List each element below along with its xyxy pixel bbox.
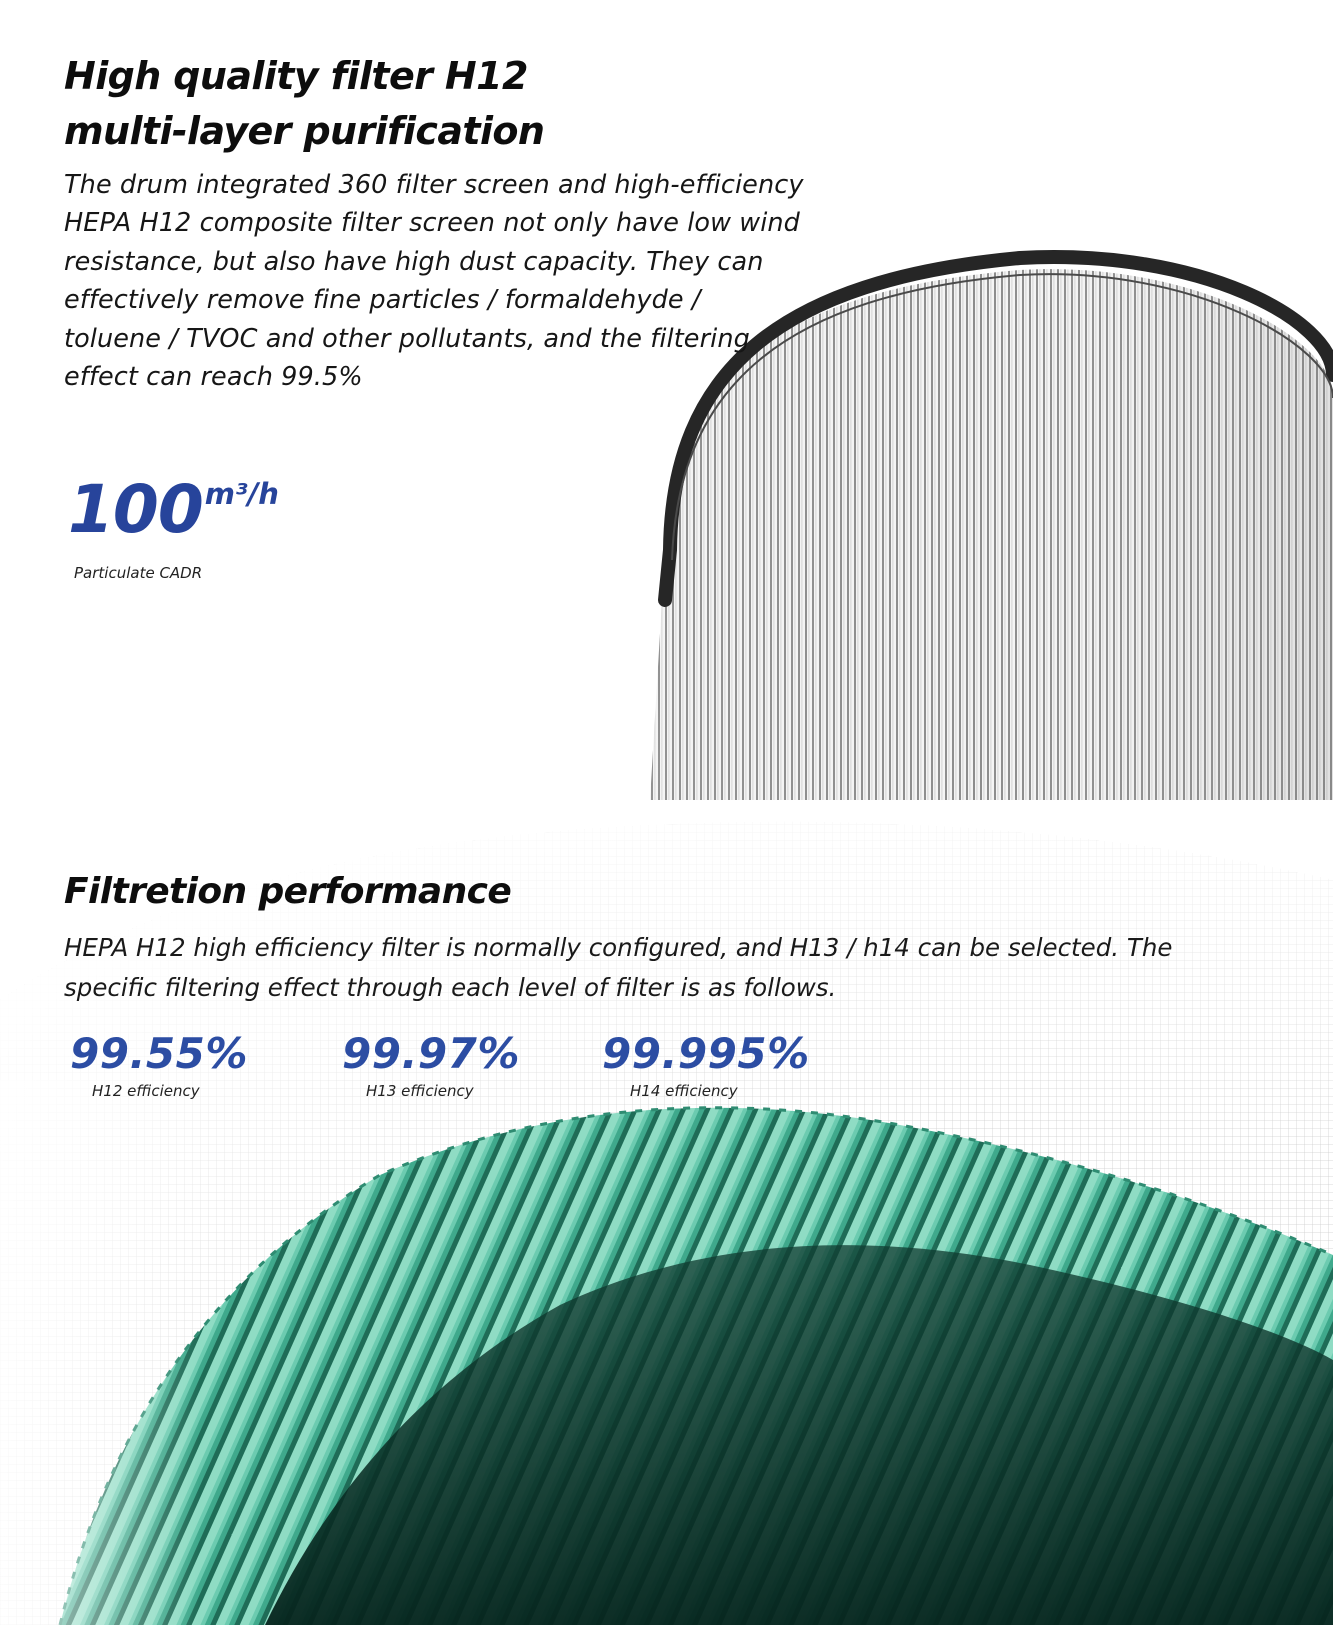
filtration-performance-section xyxy=(0,820,1333,1625)
efficiency-value: 99.995% xyxy=(602,1029,810,1078)
efficiency-label: H12 efficiency xyxy=(92,1082,200,1100)
efficiency-value: 99.55% xyxy=(70,1029,248,1078)
cadr-value: 100 xyxy=(68,471,203,548)
efficiency-h14 xyxy=(602,1028,810,1100)
filter-quality-section xyxy=(0,0,1333,800)
cadr-metric xyxy=(68,471,279,548)
performance-description: HEPA H12 high efficiency filter is normally configured, and H13 / h14 can be selected. The specific filtering effect through each level of filter is as follows. xyxy=(64,933,1173,1002)
efficiency-h12 xyxy=(70,1028,248,1100)
performance-headline: Filtretion performance xyxy=(64,871,512,912)
filter-description: The drum integrated 360 filter screen and high-efficiency HEPA H12 composite filter screen not only have low wind resistance, but also have high dust capacity. They can effectively remove fine particles / formaldehyde / toluene / TVOC and other pollutants, and the filtering effect can reach 99.5% xyxy=(64,170,804,393)
headline-line-2: multi-layer purification xyxy=(64,109,545,153)
efficiency-label: H13 efficiency xyxy=(366,1082,474,1100)
cadr-unit: m³/h xyxy=(204,477,279,511)
efficiency-h13 xyxy=(342,1028,520,1100)
efficiency-label: H14 efficiency xyxy=(630,1082,738,1100)
efficiency-value: 99.97% xyxy=(342,1029,520,1078)
cadr-label: Particulate CADR xyxy=(74,564,203,582)
headline-line-1: High quality filter H12 xyxy=(64,54,528,98)
